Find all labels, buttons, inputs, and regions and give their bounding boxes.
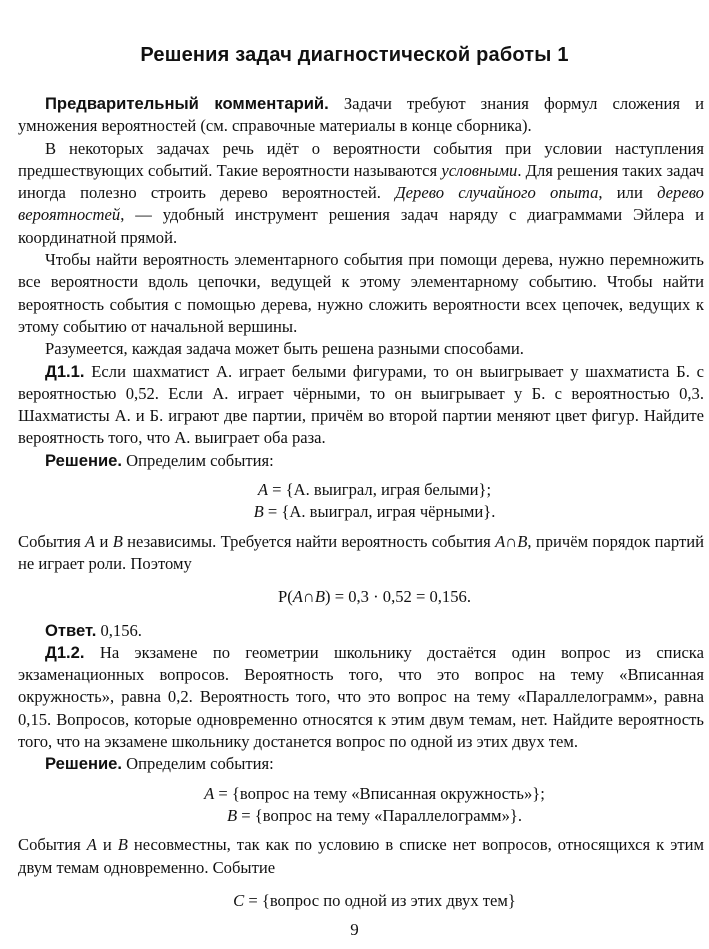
problem-d12: Д1.2. На экзамене по геометрии школьнику достаётся один вопрос из списка экзаменационных вопросов. Вероятность того, что это вопрос на тему «Вписанная окружность», равна 0,2. Вероятность того, что это вопрос на тему «Параллелограмм», равна 0,15. Вопросов, которые одновременно относятся к этим двум темам, нет. Найдите вероятность того, что на экзамене школьнику достанется вопрос по одной из этих двух тем.: [18, 642, 704, 752]
probability-formula: P(A∩B) = 0,3 · 0,52 = 0,156.: [278, 587, 471, 607]
event-b-definition-2: B = {вопрос на тему «Параллелограмм»}.: [227, 805, 522, 825]
event-c-definition: C = {вопрос по одной из этих двух тем}: [233, 890, 516, 910]
answer-d11: Ответ. 0,156.: [45, 620, 142, 640]
event-b-definition: B = {А. выиграл, играя чёрными}.: [253, 502, 496, 522]
page-content: [18, 93, 704, 912]
intro-paragraph-4: Разумеется, каждая задача может быть решена разными способами.: [45, 339, 524, 359]
answer-label: Ответ.: [45, 620, 97, 640]
independence-paragraph: События A и B независимы. Требуется найти вероятность события A∩B, причём порядок партий не играет роли. Поэтому: [18, 531, 704, 573]
page-number: 9: [350, 920, 359, 939]
solution-label: Решение.: [45, 450, 123, 470]
solution-d12: Решение. Определим события:: [45, 754, 274, 774]
intro-paragraph-1: Предварительный комментарий. Задачи требуют знания формул сложения и умножения вероятностей (см. справочные материалы в конце сборника).: [18, 94, 704, 136]
page-title: Решения задач диагностической работы 1: [140, 44, 569, 66]
intro-paragraph-3: Чтобы найти вероятность элементарного события при помощи дерева, нужно перемножить все вероятности вдоль цепочки, ведущей к этому элементарному событию. Чтобы найти вероятность события с помощью дерева, нужно сложить вероятности всех цепочек, ведущих к этому событию от начальной вершины.: [18, 250, 704, 336]
event-a-definition-2: A = {вопрос на тему «Вписанная окружность»};: [204, 783, 545, 803]
problem-d12-label: Д1.2.: [45, 642, 85, 662]
solution-d11: Решение. Определим события:: [45, 450, 274, 470]
event-a-definition: A = {А. выиграл, играя белыми};: [257, 480, 492, 500]
intro-paragraph-2: В некоторых задачах речь идёт о вероятности события при условии наступления предшествующих событий. Такие вероятности называются условными. Для решения таких задач иногда полезно строить дерево вероятностей. Дерево случайного опыта, или дерево вероятностей, — удобный инструмент решения задач наряду с диаграммами Эйлера и координатной прямой.: [18, 138, 704, 247]
intro-heading: Предварительный комментарий.: [45, 94, 329, 113]
incompatibility-paragraph: События A и B несовместны, так как по условию в списке нет вопросов, относящихся к этим двум темам одновременно. Событие: [18, 835, 704, 877]
solution-label: Решение.: [45, 754, 123, 774]
problem-d11-label: Д1.1.: [45, 361, 85, 381]
problem-d11: Д1.1. Если шахматист А. играет белыми фигурами, то он выигрывает у шахматиста Б. с вероятностью 0,52. Если А. играет чёрными, то он выигрывает у Б. с вероятностью 0,3. Шахматисты А. и Б. играют две партии, причём во второй партии меняют цвет фигур. Найдите вероятность того, что А. выиграет оба раза.: [18, 361, 704, 448]
